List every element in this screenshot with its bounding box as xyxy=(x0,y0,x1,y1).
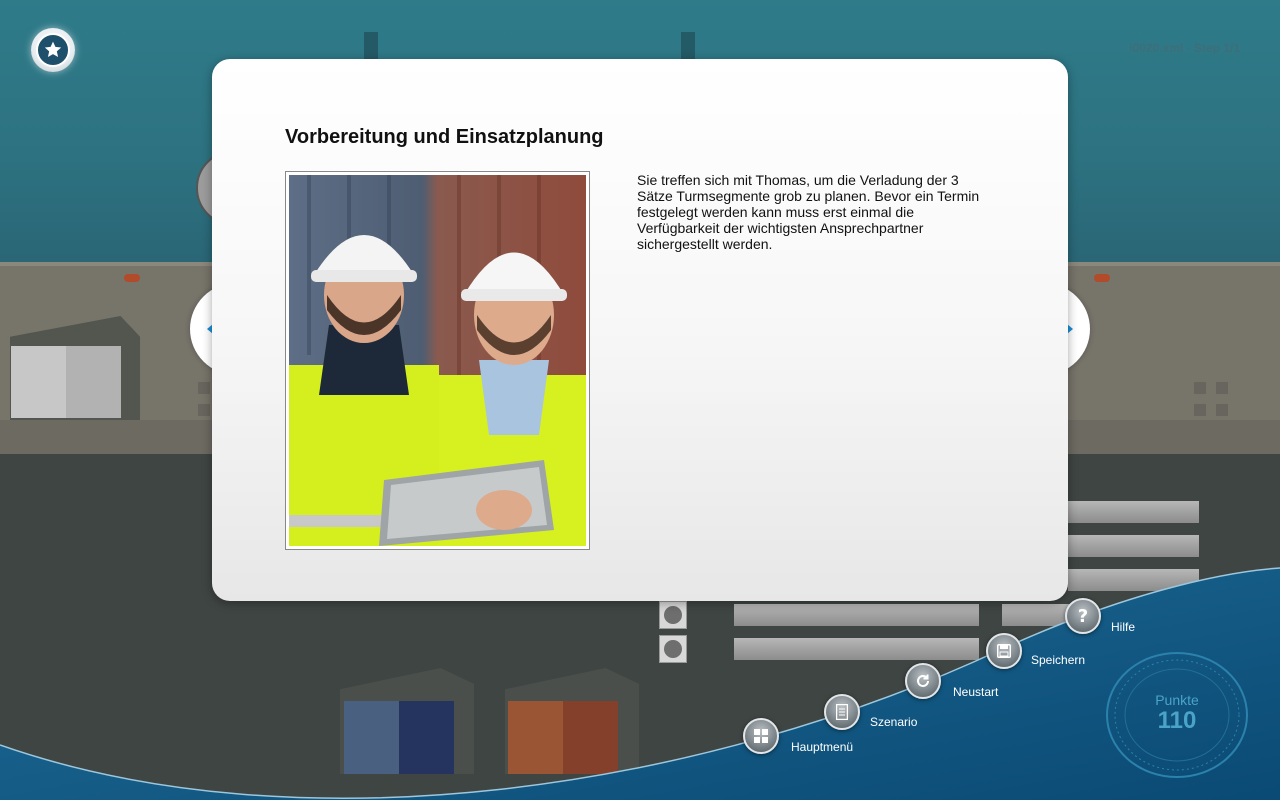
info-dialog xyxy=(212,59,1068,601)
photo-frame xyxy=(285,171,590,550)
dock-marker xyxy=(198,404,210,416)
main-menu-button[interactable] xyxy=(743,718,854,754)
white-container xyxy=(11,346,121,418)
dock-marker xyxy=(1216,404,1228,416)
restart-label: Neustart xyxy=(953,685,999,699)
favorites-button[interactable] xyxy=(31,28,75,72)
dock-light xyxy=(1094,274,1110,282)
dock-light xyxy=(124,274,140,282)
help-label: Hilfe xyxy=(1111,620,1136,634)
step-indicator: i0020.xml - Step 1/1 xyxy=(1129,41,1240,55)
save-label: Speichern xyxy=(1031,653,1086,667)
dock-marker xyxy=(1194,382,1206,394)
save-icon xyxy=(986,633,1022,669)
scenario-label: Szenario xyxy=(870,715,918,729)
tower-segment xyxy=(1068,501,1199,523)
dialog-title: Vorbereitung und Einsatzplanung xyxy=(285,126,604,148)
help-button[interactable] xyxy=(1065,598,1136,634)
tower-segment xyxy=(1068,535,1199,557)
dock-marker xyxy=(198,382,210,394)
restart-button[interactable] xyxy=(905,663,999,699)
star-icon xyxy=(36,33,70,67)
dialog-body-text: Sie treffen sich mit Thomas, um die Verladung der 3 Sätze Turmsegmente grob zu planen. Bevor ein Termin festgelegt werden kann muss erst einmal die Verfügbarkeit der wichtigsten Ansprechpartner sichergestellt werden. xyxy=(637,172,980,252)
score-dial xyxy=(1104,650,1250,780)
main-menu-label: Hauptmenü xyxy=(791,740,854,754)
scenario-button[interactable] xyxy=(824,694,918,730)
two-workers-with-tablet-photo xyxy=(289,175,586,546)
score-label: Punkte xyxy=(1155,692,1199,708)
document-icon xyxy=(824,694,860,730)
dock-marker xyxy=(1194,404,1206,416)
score-value: 110 xyxy=(1157,707,1197,734)
grid-icon xyxy=(743,718,779,754)
refresh-icon xyxy=(905,663,941,699)
question-icon: ? xyxy=(1065,598,1101,634)
save-button[interactable] xyxy=(986,633,1086,669)
dock-marker xyxy=(1216,382,1228,394)
